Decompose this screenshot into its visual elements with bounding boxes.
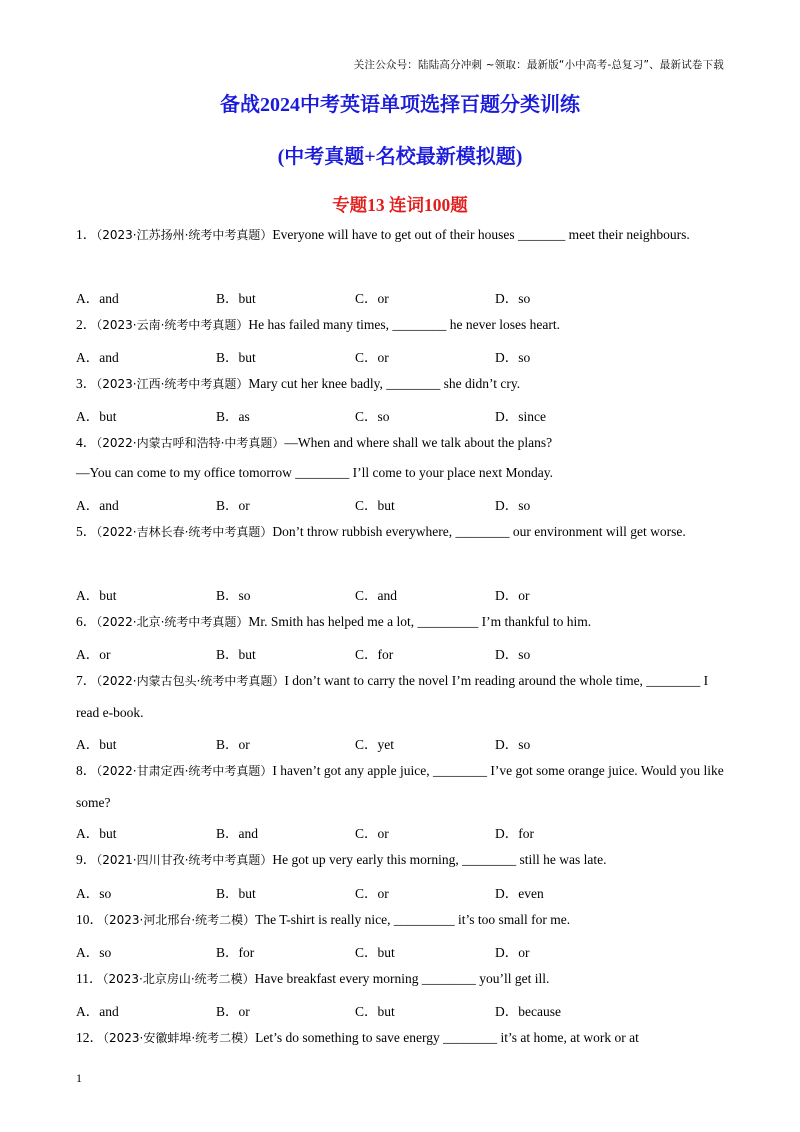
question-stem: The T-shirt is really nice, _________ it’s too small for me. (255, 912, 571, 927)
question-stem: —When and where shall we talk about the plans? (284, 435, 553, 450)
option-d: D．so (495, 350, 531, 365)
option-d: D．so (495, 291, 531, 306)
option-d: D．even (495, 886, 544, 901)
option-b: B．but (216, 886, 256, 901)
question-number: 6． (76, 614, 97, 629)
question-4-dialogue (76, 457, 726, 488)
question-12 (76, 1022, 726, 1054)
question-stem: I don’t want to carry the novel I’m reading around the whole time, ________ I read e-book. (76, 673, 709, 720)
question-stem: Mr. Smith has helped me a lot, _________ I’m thankful to him. (248, 614, 592, 629)
question-stem: Have breakfast every morning ________ you’ll get ill. (254, 971, 550, 986)
option-a: A．so (76, 945, 112, 960)
option-a: A．but (76, 826, 117, 841)
question-number: 8． (76, 763, 97, 778)
option-d: D．or (495, 588, 530, 603)
question-7 (76, 665, 726, 728)
question-5-options (76, 584, 726, 604)
question-stem: Everyone will have to get out of their houses _______ meet their neighbours. (272, 227, 690, 242)
question-source: （2023·河北邢台·统考二模） (103, 913, 256, 927)
question-3-options (76, 405, 726, 425)
question-source: （2023·江西·统考中考真题） (96, 377, 249, 391)
question-stem: Mary cut her knee badly, ________ she didn’t cry. (248, 376, 521, 391)
header-note: 关注公众号：陆陆高分冲刺 ~领取：最新版“小中高考-总复习”、最新试卷下载 (353, 59, 724, 71)
question-10-options (76, 941, 726, 961)
option-c: C．or (355, 350, 389, 365)
question-source: （2023·北京房山·统考二模） (102, 972, 255, 986)
option-d: D．because (495, 1004, 561, 1019)
document-title-sub: (中考真题+名校最新模拟题) (277, 146, 523, 168)
option-c: C．and (355, 588, 397, 603)
question-source: （2023·云南·统考中考真题） (96, 318, 249, 332)
question-6 (76, 606, 726, 638)
question-1-options (76, 287, 726, 307)
question-number: 9． (76, 852, 97, 867)
option-c: C．but (355, 945, 395, 960)
option-b: B．for (216, 945, 255, 960)
question-number: 7． (76, 673, 97, 688)
option-c: C．but (355, 1004, 395, 1019)
question-9 (76, 844, 726, 876)
question-number: 2． (76, 317, 97, 332)
option-b: B．but (216, 350, 256, 365)
question-1 (76, 219, 726, 251)
question-stem: Let’s do something to save energy ________ it’s at home, at work or at (255, 1030, 639, 1045)
question-6-options (76, 643, 726, 663)
question-7-options (76, 733, 726, 753)
question-5 (76, 516, 726, 548)
document-title: 备战2024中考英语单项选择百题分类训练 (220, 94, 580, 116)
option-b: B．or (216, 1004, 250, 1019)
option-b: B．and (216, 826, 258, 841)
question-source: （2022·内蒙古呼和浩特·中考真题） (96, 436, 285, 450)
question-stem: He has failed many times, ________ he never loses heart. (248, 317, 560, 332)
question-9-options (76, 882, 726, 902)
question-2-options (76, 346, 726, 366)
option-d: D．so (495, 498, 531, 513)
question-source: （2023·安徽蚌埠·统考二模） (103, 1031, 256, 1045)
question-number: 4． (76, 435, 97, 450)
option-a: A．but (76, 409, 117, 424)
question-8-options (76, 822, 726, 842)
question-number: 3． (76, 376, 97, 391)
question-number: 10． (76, 912, 103, 927)
question-4-options (76, 494, 726, 514)
question-10 (76, 904, 726, 936)
option-b: B．but (216, 647, 256, 662)
option-c: C．but (355, 498, 395, 513)
question-source: （2021·四川甘孜·统考中考真题） (96, 853, 273, 867)
question-number: 1． (76, 227, 97, 242)
option-b: B．but (216, 291, 256, 306)
option-c: C．yet (355, 737, 394, 752)
page-number: 1 (76, 1071, 82, 1085)
question-source: （2022·北京·统考中考真题） (96, 615, 249, 629)
question-11-options (76, 1000, 726, 1020)
topic-heading: 专题13 连词100题 (332, 195, 468, 215)
option-d: D．since (495, 409, 546, 424)
question-source: （2022·吉林长春·统考中考真题） (96, 525, 273, 539)
question-11 (76, 963, 726, 995)
question-number: 11． (76, 971, 103, 986)
option-d: D．for (495, 826, 534, 841)
option-a: A．so (76, 886, 112, 901)
option-b: B．or (216, 498, 250, 513)
question-source: （2022·甘肃定西·统考中考真题） (96, 764, 273, 778)
option-a: A．but (76, 737, 117, 752)
option-d: D．or (495, 945, 530, 960)
question-2 (76, 309, 726, 341)
option-b: B．or (216, 737, 250, 752)
option-d: D．so (495, 647, 531, 662)
question-3 (76, 368, 726, 400)
question-stem: Don’t throw rubbish everywhere, ________ our environment will get worse. (272, 524, 686, 539)
question-4 (76, 427, 726, 459)
question-stem: I haven’t got any apple juice, ________ I’ve got some orange juice. Would you like some? (76, 763, 724, 810)
option-b: B．so (216, 588, 251, 603)
option-a: A．and (76, 350, 119, 365)
option-c: C．or (355, 826, 389, 841)
option-c: C．or (355, 886, 389, 901)
question-source: （2023·江苏扬州·统考中考真题） (96, 228, 273, 242)
question-8 (76, 755, 726, 818)
option-c: C．for (355, 647, 394, 662)
question-number: 12． (76, 1030, 103, 1045)
option-a: A．and (76, 498, 119, 513)
option-a: A．but (76, 588, 117, 603)
option-d: D．so (495, 737, 531, 752)
question-number: 5． (76, 524, 97, 539)
question-stem: He got up very early this morning, ________ still he was late. (272, 852, 607, 867)
option-a: A．and (76, 1004, 119, 1019)
option-b: B．as (216, 409, 250, 424)
option-a: A．and (76, 291, 119, 306)
option-c: C．or (355, 291, 389, 306)
option-c: C．so (355, 409, 390, 424)
question-source: （2022·内蒙古包头·统考中考真题） (96, 674, 285, 688)
question-stem-line2: —You can come to my office tomorrow ________ I’ll come to your place next Monday. (76, 465, 554, 480)
option-a: A．or (76, 647, 111, 662)
